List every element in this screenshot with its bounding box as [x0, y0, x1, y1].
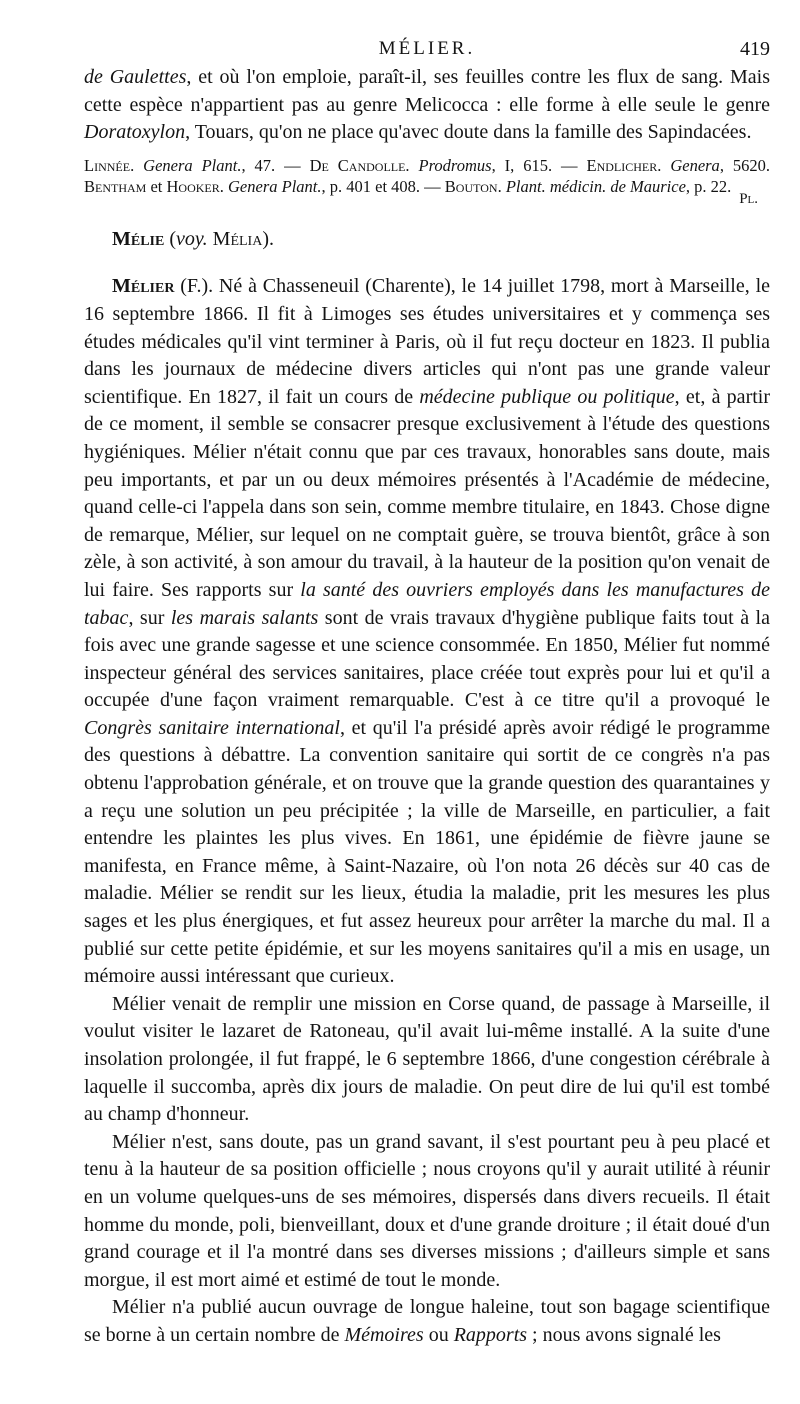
- text-run: ou: [423, 1323, 454, 1346]
- italic-text: la santé des ouvriers employés dans les manufactures de tabac: [84, 578, 770, 629]
- italic-text: les marais salants: [170, 606, 319, 629]
- text-run: , Touars, qu'on ne place qu'avec doute dans la famille des Sapindacées.: [185, 121, 752, 144]
- italic-text: Mémoires: [344, 1323, 424, 1346]
- entry-melier-paragraph-3: Mélier n'est, sans doute, pas un grand savant, il s'est pourtant peu à peu placé et tenu à la hauteur de sa position officielle ; nous croyons qu'il y aurait utilité à réunir en un volume quelques-uns de ses mémoires, dispersés dans divers recueils. Il était homme du monde, poli, bienveillant, doux et d'une grande droiture ; il était doué d'un grand courage et il l'a montré dans ses diverses missions ; d'ailleurs simple et sans morgue, il est mort aimé et estimé de tout le monde.: [84, 1130, 770, 1291]
- author-name: Bouton.: [444, 176, 502, 196]
- text-run: ; nous avons signalé les: [527, 1323, 721, 1346]
- text-run: , et qu'il l'a présidé après avoir rédigé le programme des questions à débattre. La convention sanitaire qui sortit de ce congrès n'a pas obtenu l'approbation générale, et on trouve que la grande question des quarantaines y a reçu une solution un peu précipitée ; la ville de Marseille, en particulier, a fait entendre les plaintes les plus vives. En 1861, une épidémie de fièvre jaune se manifesta, en France même, à Saint-Nazaire, où l'on nota 26 décès sur 40 cas de maladie. Mélier se rendit sur les lieux, étudia la maladie, prit les mesures les plus sages et les plus énergiques, et fut assez heureux pour arrêter la marche du mal. Il a publié sur cette petite épidémie, et sur les moyens sanitaires qu'il a mis en usage, un mémoire aussi intéressant que curieux.: [84, 716, 770, 988]
- work-title: Genera Plant.: [143, 155, 242, 175]
- bibliography: [84, 155, 770, 197]
- entry-melier-paragraph-4: [84, 1294, 770, 1349]
- text-run: (: [164, 227, 177, 250]
- page: [84, 30, 770, 1350]
- italic-text: médecine publique ou politique: [419, 385, 675, 408]
- entry-headword: Mélier: [112, 275, 175, 298]
- text-run: Mélier n'a publié aucun ouvrage de longue haleine, tout son bagage scientifique se borne à un certain nombre de: [84, 1296, 770, 1346]
- work-title: Plant. médicin. de Maurice: [505, 176, 686, 196]
- cross-reference: Mélia: [212, 227, 263, 250]
- author-name: Linnée.: [84, 155, 135, 175]
- italic-text: Doratoxylon: [84, 121, 186, 144]
- text-run: , 47. —: [241, 155, 310, 175]
- text-run: , 5620.: [719, 155, 771, 175]
- author-name: De Candolle.: [309, 155, 410, 175]
- author-signature: Pl.: [739, 190, 758, 207]
- text-run: (F.). Né à Chasseneuil (Charente), le 14 juillet 1798, mort à Marseille, le 16 septembre 1866. Il fit à Limoges ses études universitaires et y commença ses études médicales qu'il vint terminer à Paris, où il fut reçu docteur en 1823. Il publia dans les journaux de médecine divers articles qui n'ont pas une grande valeur scientifique. En 1827, il fait un cours de: [84, 275, 770, 408]
- text-run: , p. 22.: [685, 176, 732, 196]
- text-run: , et où l'on emploie, paraît-il, ses feuilles contre les flux de sang. Mais cette espèce n'appartient pas au genre Melicocca : elle forme à elle seule le genre: [84, 66, 771, 116]
- text-run: , et, à partir de ce moment, il semble se consacrer presque exclusivement à l'étude des questions hygiéniques. Mélier n'était connu que par ces travaux, honorables sans doute, mais peu importants, et par un ou deux mémoires présentés à l'Académie de médecine, quand celle-ci l'appela dans son sein, comme membre titulaire, en 1843. Chose digne de remarque, Mélier, sur lequel on ne comptait guère, se trouva bientôt, grâce à son zèle, à son activité, à son amour du travail, à la hauteur de la position qu'on venait de lui faire. Ses rapports sur: [84, 385, 770, 601]
- work-title: Prodromus: [418, 155, 492, 175]
- italic-text: Congrès sanitaire international: [84, 716, 340, 739]
- entry-melie: [84, 226, 770, 254]
- text-run: , I, 615. —: [491, 155, 587, 175]
- author-name: Hooker.: [166, 176, 224, 196]
- entry-melier-paragraph-1: [84, 273, 770, 990]
- text-run: , p. 401 et 408. —: [321, 176, 445, 196]
- running-head: [84, 30, 770, 64]
- italic-text: Rapports: [453, 1323, 528, 1346]
- page-number: 419: [740, 38, 770, 60]
- running-title: MÉLIER.: [378, 38, 476, 59]
- entry-melier-paragraph-2: Mélier venait de remplir une mission en Corse quand, de passage à Marseille, il voulut visiter le lazaret de Ratoneau, qu'il avait lui-même installé. A la suite d'une insolation prolongée, il fut frappé, le 6 septembre 1866, d'une congestion cérébrale à laquelle il succomba, après dix jours de maladie. On peut dire de lui qu'il est tombé au champ d'honneur.: [84, 992, 770, 1126]
- text-run: sont de vrais travaux d'hygiène publique faits tout à la fois avec une grande sagesse et une science consommée. En 1850, Mélier fut nommé inspecteur général des services sanitaires, place créée tout exprès pour lui et qu'il a occupée d'une façon vraiment remarquable. C'est à ce titre qu'il a provoqué le: [84, 606, 770, 712]
- author-name: Endlicher.: [586, 155, 662, 175]
- work-title: Genera Plant.: [228, 176, 322, 196]
- italic-text: de Gaulettes: [84, 66, 187, 88]
- text-run: , sur: [128, 606, 171, 629]
- text-run: et: [146, 176, 167, 196]
- italic-text: voy.: [176, 227, 208, 250]
- author-name: Bentham: [84, 176, 147, 196]
- work-title: Genera: [670, 155, 720, 175]
- text-run: ).: [262, 227, 275, 250]
- continued-paragraph: [84, 64, 770, 147]
- entry-headword: Mélie: [112, 227, 165, 250]
